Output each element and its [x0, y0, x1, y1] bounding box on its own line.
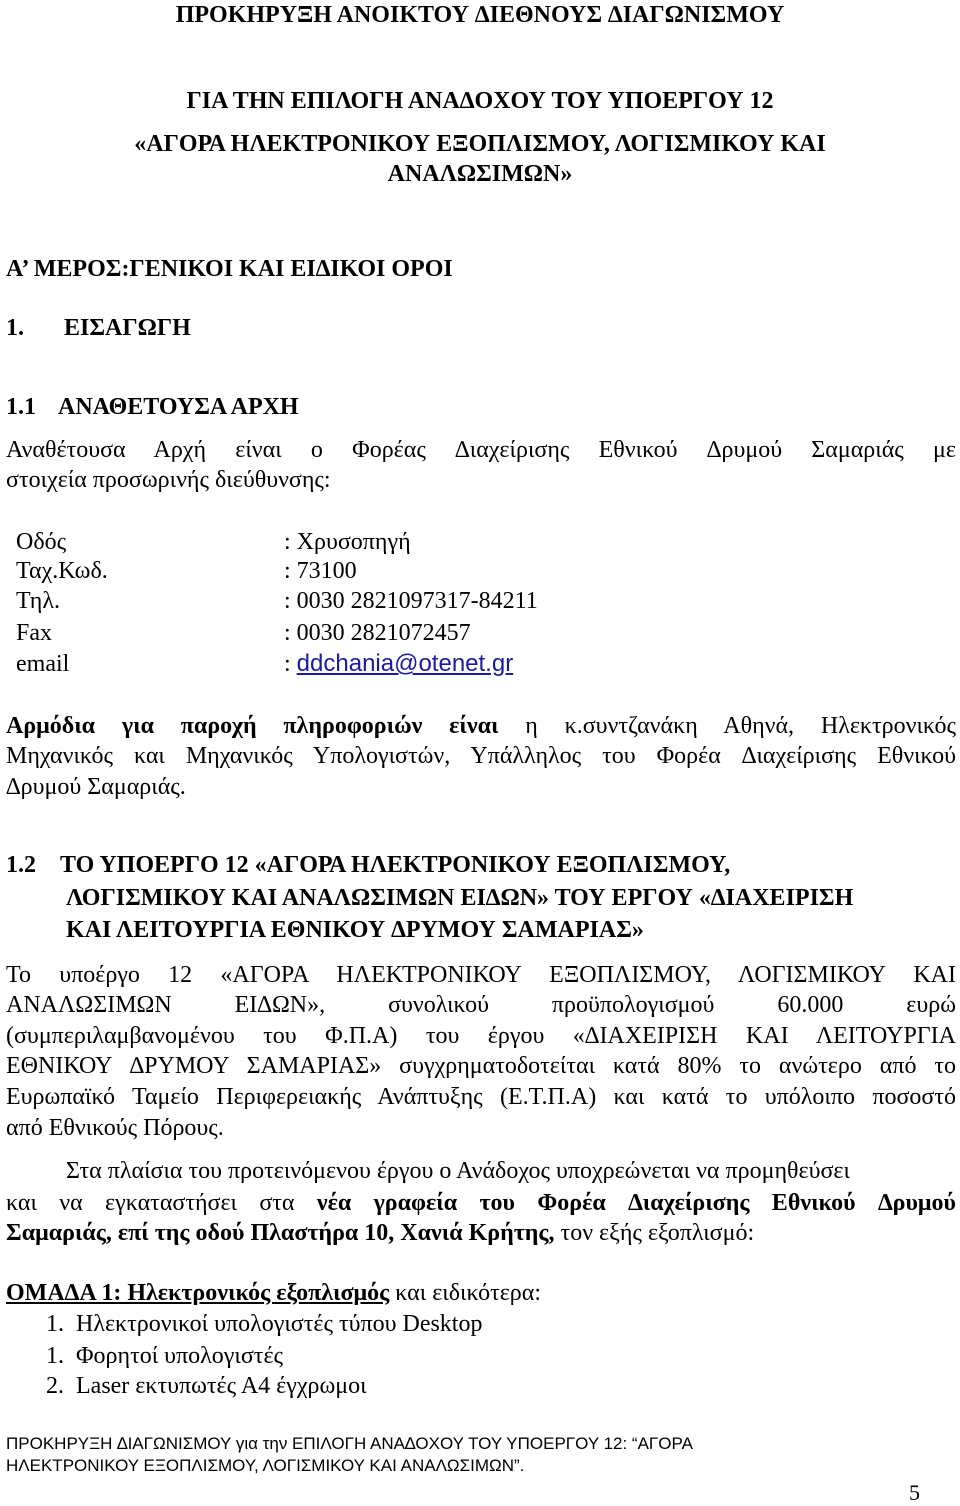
section-1-2-para-1-line-6: από Εθνικούς Πόρους.: [6, 1115, 224, 1141]
email-link[interactable]: ddchania@otenet.gr: [296, 650, 514, 677]
list-item: [46, 1309, 960, 1339]
email-colon: :: [284, 651, 297, 677]
subtitle-line-1: ΓΙΑ ΤΗΝ ΕΠΙΛΟΓΗ ΑΝΑ∆ΟΧΟΥ ΤΟΥ ΥΠΟΕΡΓΟΥ 12: [186, 88, 774, 114]
address-value-fax: : 0030 2821072457: [284, 620, 471, 646]
address-value-email: [284, 649, 513, 679]
part-heading: Α’ ΜΕΡΟΣ:ΓΕΝΙΚΟΙ ΚΑΙ ΕΙ∆ΙΚΟΙ ΟΡΟΙ: [6, 256, 453, 282]
group-1-heading-plain: και ειδικότερα:: [389, 1280, 542, 1306]
section-1-2-para-1-line-1: Το υποέργο 12 «ΑΓΟΡΑ ΗΛΕΚΤΡΟΝΙΚΟΥ ΕΞΟΠΛΙΣΜΟΥ, ΛΟΓΙΣΜΙΚΟΥ ΚΑΙ: [6, 962, 956, 988]
section-1-1-para-line-1: Αναθέτουσα Αρχή είναι ο Φορέας ∆ιαχείρισης Εθνικού ∆ρυμού Σαμαριάς με: [6, 437, 956, 463]
group-1-heading-bold: ΟΜΑ∆Α 1: Ηλεκτρονικός εξοπλισμός: [6, 1280, 390, 1306]
section-1-1-number: 1.1: [6, 394, 36, 420]
list-item-number: 2.: [46, 1373, 64, 1399]
group-1-heading: [6, 1278, 956, 1308]
subtitle-line-3: ΑΝΑΛΩΣΙΜΩΝ»: [387, 161, 573, 187]
address-label-fax: Fax: [16, 620, 52, 646]
contact-line-1: [6, 711, 956, 741]
section-1-heading: [6, 313, 956, 343]
section-1-2-para-2-line-1: Στα πλαίσια του προτεινόμενου έργου ο Ανάδοχος υποχρεώνεται να προμηθεύσει: [66, 1158, 850, 1184]
address-label-email: email: [16, 651, 70, 677]
list-item-number: 1.: [46, 1343, 64, 1369]
address-value-postcode: : 73100: [284, 558, 357, 584]
section-1-2-para-2-line-2: [6, 1188, 956, 1218]
section-1-number: 1.: [6, 315, 24, 341]
contact-line-3: ∆ρυμού Σαμαριάς.: [6, 774, 186, 800]
list-item: [46, 1341, 960, 1371]
footer-line-1: ΠΡΟΚΗΡΥΞΗ ∆ΙΑΓΩΝΙΣΜΟΥ για την ΕΠΙΛΟΓΗ ΑΝΑ∆ΟΧΟΥ ΤΟΥ ΥΠΟΕΡΓΟΥ 12: “ΑΓΟΡΑ: [6, 1434, 693, 1453]
section-1-2-para-1-line-5: Ευρωπαϊκό Ταμείο Περιφερειακής Ανάπτυξης (Ε.Τ.Π.Α) και κατά το υπόλοιπο ποσοστό: [6, 1084, 956, 1110]
page-number: 5: [909, 1480, 920, 1505]
section-1-1-heading: [6, 392, 956, 422]
address-value-phone: : 0030 2821097317-84211: [284, 588, 538, 614]
section-1-2-number: 1.2: [6, 852, 36, 878]
section-1-2-para-1-line-2: ΑΝΑΛΩΣΙΜΩΝ ΕΙ∆ΩΝ», συνολικού προϋπολογισμού 60.000 ευρώ: [6, 992, 956, 1018]
para-2-bold-address: Σαμαριάς, επί της οδού Πλαστήρα 10, Χανιά Κρήτης,: [6, 1220, 555, 1246]
section-1-1-title: ΑΝΑΘΕΤΟΥΣΑ ΑΡΧΗ: [58, 394, 299, 420]
section-1-2-heading-line-1: [6, 850, 956, 880]
address-label-phone: Τηλ.: [16, 588, 60, 614]
address-value-street: : Χρυσοπηγή: [284, 529, 411, 555]
subtitle-line-2: «ΑΓΟΡΑ ΗΛΕΚΤΡΟΝΙΚΟΥ ΕΞΟΠΛΙΣΜΟΥ, ΛΟΓΙΣΜΙΚΟΥ ΚΑΙ: [134, 131, 826, 157]
section-1-2-para-1-line-4: ΕΘΝΙΚΟΥ ∆ΡΥΜΟΥ ΣΑΜΑΡΙΑΣ» συγχρηματοδοτείται κατά 80% το ανώτερο από το: [6, 1053, 956, 1079]
section-1-2-heading-line-3: ΚΑΙ ΛΕΙΤΟΥΡΓΙΑ ΕΘΝΙΚΟΥ ∆ΡΥΜΟΥ ΣΑΜΑΡΙΑΣ»: [66, 917, 644, 943]
section-1-2-para-2-line-3: [6, 1218, 956, 1248]
document-title: ΠΡΟΚΗΡΥΞΗ ΑΝΟΙΚΤΟΥ ∆ΙΕΘΝΟΥΣ ∆ΙΑΓΩΝΙΣΜΟΥ: [175, 2, 785, 28]
list-item-text: Φορητοί υπολογιστές: [76, 1343, 284, 1369]
footer-line-2: ΗΛΕΚΤΡΟΝΙΚΟΥ ΕΞΟΠΛΙΣΜΟΥ, ΛΟΓΙΣΜΙΚΟΥ ΚΑΙ ΑΝΑΛΩΣΙΜΩΝ”.: [6, 1456, 525, 1475]
section-1-2-title-1: ΤΟ ΥΠΟΕΡΓΟ 12 «ΑΓΟΡΑ ΗΛΕΚΤΡΟΝΙΚΟΥ ΕΞΟΠΛΙΣΜΟΥ,: [60, 852, 731, 878]
list-item-text: Ηλεκτρονικοί υπολογιστές τύπου Desktop: [76, 1311, 483, 1337]
list-item: [46, 1371, 960, 1401]
para-2-plain-end: τον εξής εξοπλισμό:: [554, 1220, 755, 1246]
address-label-postcode: Ταχ.Κωδ.: [16, 558, 108, 584]
contact-line-2: Μηχανικός και Μηχανικός Υπολογιστών, Υπάλληλος του Φορέα ∆ιαχείρισης Εθνικού: [6, 743, 956, 769]
list-item-number: 1.: [46, 1311, 64, 1337]
contact-bold-label: Αρμόδια για παροχή πληροφοριών είναι: [6, 713, 499, 739]
section-1-2-heading-line-2: ΛΟΓΙΣΜΙΚΟΥ ΚΑΙ ΑΝΑΛΩΣΙΜΩΝ ΕΙ∆ΩΝ» ΤΟΥ ΕΡΓΟΥ «∆ΙΑΧΕΙΡΙΣΗ: [66, 885, 854, 911]
para-2-plain-part: και να εγκαταστήσει στα: [6, 1190, 317, 1216]
section-1-1-para-line-2: στοιχεία προσωρινής διεύθυνσης:: [6, 467, 331, 493]
section-1-2-para-1-line-3: (συμπεριλαμβανομένου του Φ.Π.Α) του έργου «∆ΙΑΧΕΙΡΙΣΗ ΚΑΙ ΛΕΙΤΟΥΡΓΙΑ: [6, 1023, 956, 1049]
contact-name: η κ.συντζανάκη Αθηνά, Ηλεκτρονικός: [498, 713, 956, 739]
list-item-text: Laser εκτυπωτές Α4 έγχρωμοι: [76, 1373, 367, 1399]
para-2-bold-part: νέα γραφεία του Φορέα ∆ιαχείρισης Εθνικού ∆ρυμού: [316, 1190, 956, 1216]
address-label-street: Οδός: [16, 529, 67, 555]
section-1-title: ΕΙΣΑΓΩΓΗ: [64, 315, 191, 341]
